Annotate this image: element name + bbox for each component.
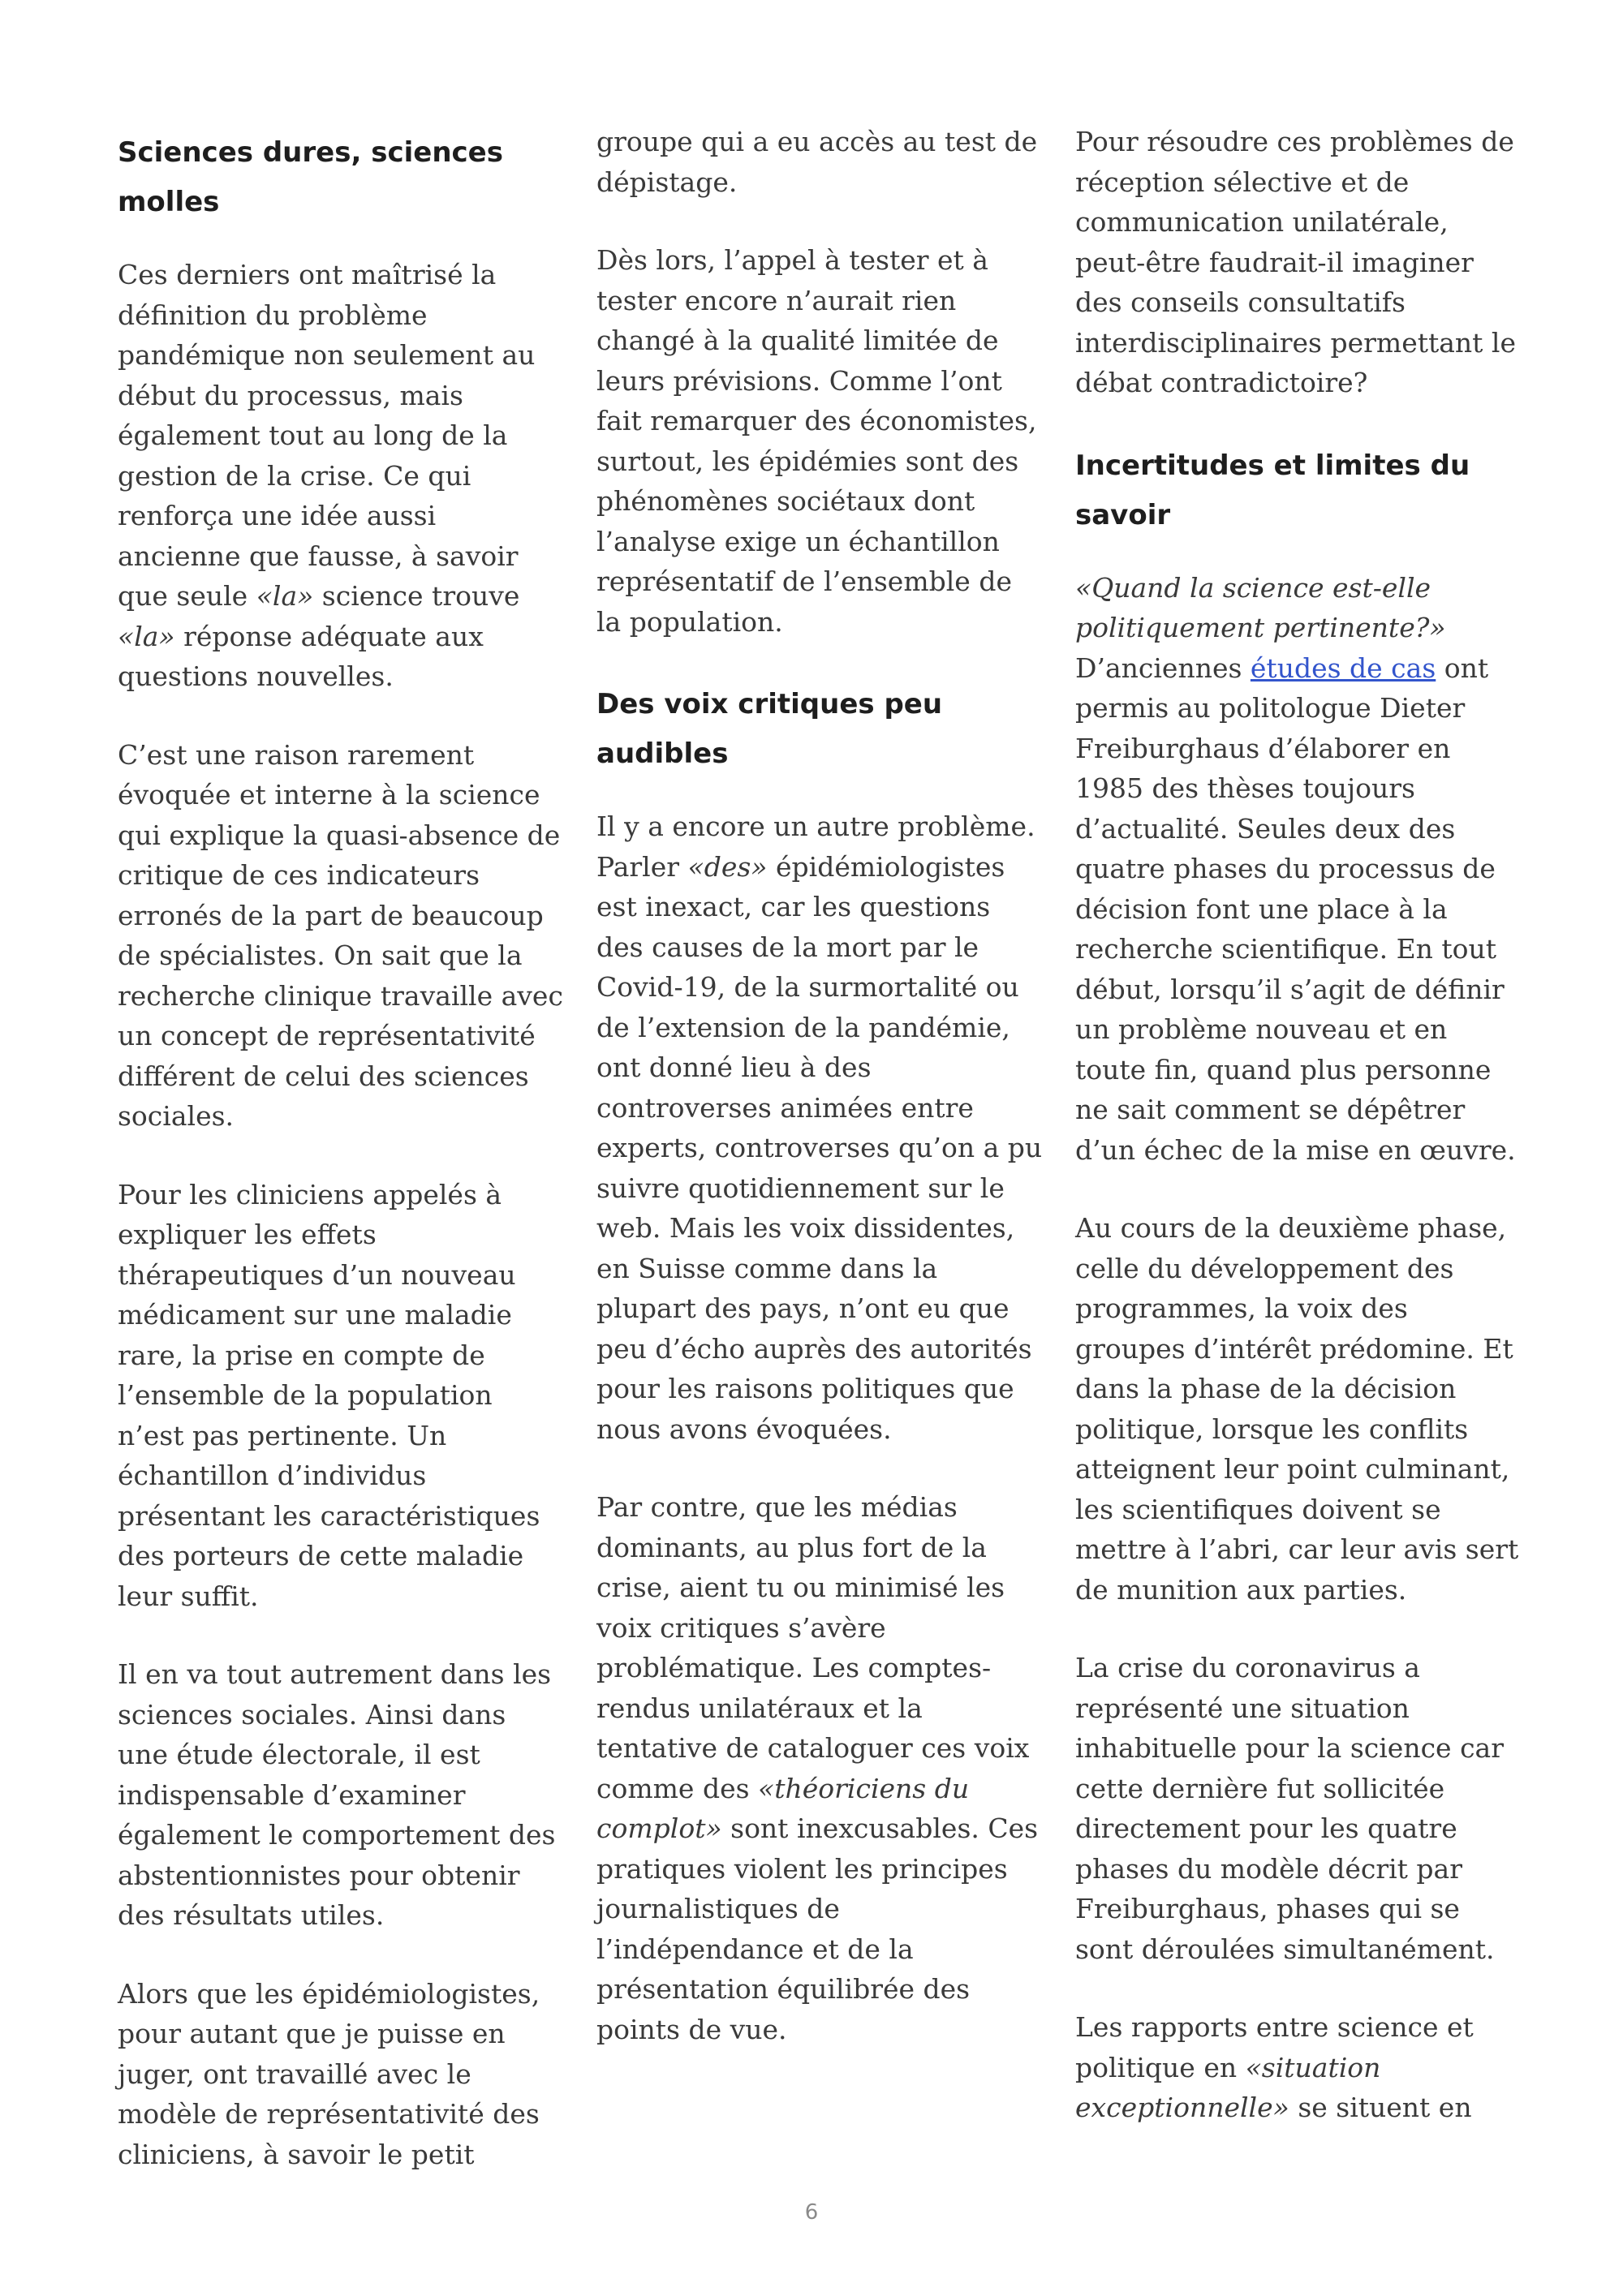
column-1 — [118, 122, 564, 2212]
column-3 — [1075, 122, 1522, 2212]
paragraph: Ces derniers ont maîtrisé la définition du problème pandémique non seulement au début du processus, mais également tout au long de la gestion de la crise. Ce qui renforça une idée aussi ancienne que fausse, à savoir que seule «la» science trouve «la» réponse adéquate aux questions nouvelles. — [118, 259, 536, 692]
paragraph: La crise du coronavirus a représenté une situation inhabituelle pour la science car cette dernière fut sollicitée directement pour les quatre phases du modèle décrit par Freiburghaus, phases qui se sont déroulées simultanément. — [1075, 1652, 1504, 1965]
paragraph: Pour résoudre ces problèmes de réception sélective et de communication unilatérale, peut-être faudrait-il imaginer des conseils consultatifs interdisciplinaires permettant le débat contradictoire? — [1075, 126, 1517, 398]
paragraph: Par contre, que les médias dominants, au plus fort de la crise, aient tu ou minimisé les voix critiques s’avère problématique. Les comptes-rendus unilatéraux et la tentative de cataloguer ces voix comme des «théoriciens du complot» sont inexcusables. Ces pratiques violent les principes journalistiques de l’indépendance et de la présentation équilibrée des points de vue. — [596, 1491, 1039, 2045]
paragraph: groupe qui a eu accès au test de dépistage. — [596, 126, 1038, 198]
paragraph: Les rapports entre science et politique en «situation exceptionnelle» se situent en — [1075, 2011, 1474, 2123]
section-heading-sciences: Sciences dures, sciences molles — [118, 136, 503, 218]
paragraph: Au cours de la deuxième phase, celle du développement des programmes, la voix des groupes d’intérêt prédomine. Et dans la phase de la décision politique, lorsque les conflits atteignent leur point culminant, les scientifiques doivent se mettre à l’abri, car leur avis sert de munition aux parties. — [1075, 1212, 1519, 1606]
column-2 — [596, 122, 1043, 2212]
section-heading-incertitudes: Incertitudes et limites du savoir — [1075, 449, 1470, 531]
paragraph: Pour les cliniciens appelés à expliquer les effets thérapeutiques d’un nouveau médicament sur une maladie rare, la prise en compte de l’ensemble de la population n’est pas pertinente. Un échantillon d’individus présentant les caractéristiques des porteurs de cette maladie leur suffit. — [118, 1178, 540, 1612]
paragraph: «Quand la science est-elle politiquement pertinente?» D’anciennes études de cas ont permis au politologue Dieter Freiburghaus d’élaborer en 1985 des thèses toujours d’actualité. Seules deux des quatre phases du processus de décision font une place à la recherche scientifique. En tout début, lorsqu’il s’agit de définir un problème nouveau et en toute fin, quand plus personne ne sait comment se dépêtrer d’un échec de la mise en œuvre. — [1075, 571, 1516, 1166]
paragraph: Il en va tout autrement dans les sciences sociales. Ainsi dans une étude électorale, il est indispensable d’examiner également le comportement des abstentionnistes pour obtenir des résultats utiles. — [118, 1658, 556, 1931]
paragraph: Il y a encore un autre problème. Parler «des» épidémiologistes est inexact, car les questions des causes de la mort par le Covid-19, de la surmortalité ou de l’extension de la pandémie, ont donné lieu à des controverses animées entre experts, controverses qu’on a pu suivre quotidiennement sur le web. Mais les voix dissidentes, en Suisse comme dans la plupart des pays, n’ont eu que peu d’écho auprès des autorités pour les raisons politiques que nous avons évoquées. — [596, 810, 1043, 1445]
paragraph: Dès lors, l’appel à tester et à tester encore n’aurait rien changé à la qualité limitée de leurs prévisions. Comme l’ont fait remarquer des économistes, surtout, les épidémies sont des phénomènes sociétaux dont l’analyse exige un échantillon représentatif de l’ensemble de la population. — [596, 244, 1037, 638]
page-number: 6 — [804, 2200, 819, 2225]
paragraph: Alors que les épidémiologistes, pour autant que je puisse en juger, ont travaillé avec le modèle de représentativité des cliniciens, à savoir le petit — [118, 1977, 540, 2170]
paragraph: C’est une raison rarement évoquée et interne à la science qui explique la quasi-absence de critique de ces indicateurs erronés de la part de beaucoup de spécialistes. On sait que la recherche clinique travaille avec un concept de représentativité différent de celui des sciences sociales. — [118, 738, 563, 1132]
case-studies-link[interactable]: études de cas — [1250, 651, 1436, 684]
section-heading-voix-critiques: Des voix critiques peu audibles — [596, 688, 943, 770]
article-columns — [118, 122, 1518, 2212]
